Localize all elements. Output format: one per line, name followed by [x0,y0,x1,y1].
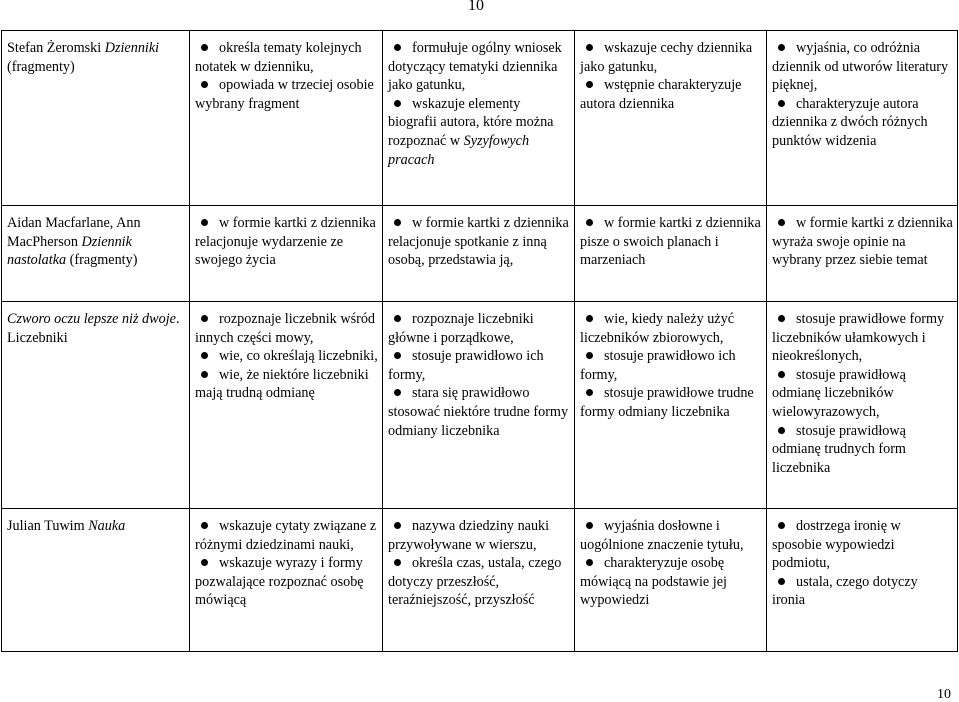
page-number-top: 10 [468,0,484,14]
requirement-cell [190,206,383,302]
requirement-text: stosuje prawidłową odmianę trudnych form liczebnika [772,422,906,476]
requirement-item [772,573,953,610]
requirement-list [388,517,570,610]
requirement-text: nazywa dziedziny nauki przywoływane w wierszu, [388,518,550,553]
requirement-item [580,517,762,554]
requirement-item [772,95,953,151]
requirement-text: Syzyfowych pracach [388,132,530,168]
text-title-cell [2,302,190,509]
requirement-text: charakteryzuje osobę mówiącą na podstawie jej wypowiedzi [580,555,727,609]
requirement-list [388,214,570,270]
requirement-cell [383,302,575,509]
requirement-item [195,554,378,610]
requirement-text: wie, że niektóre liczebniki mają trudną odmianę [195,366,369,402]
requirement-text: stosuje prawidłowe formy liczebników ułamkowych i nieokreślonych, [772,311,945,365]
requirement-list [772,310,953,477]
requirement-text: określa tematy kolejnych notatek w dzienniku, [195,40,362,75]
requirement-item [580,384,762,421]
requirement-text: stosuje prawidłowo ich formy, [388,348,544,383]
requirement-list [388,310,570,440]
requirement-cell [383,509,575,652]
requirement-item [772,422,953,478]
title-segment: Dziennik nastolatka [7,233,132,269]
requirement-item [195,517,378,554]
title-segment: Stefan Żeromski [7,40,105,56]
requirement-text: charakteryzuje autora dziennika z dwóch różnych punktów widzenia [772,95,928,149]
requirement-cell [575,509,767,652]
requirement-text: wskazuje elementy biografii autora, które można rozpoznać w [388,95,554,149]
requirement-item [388,39,570,95]
requirement-list [580,517,762,610]
title-segment: Aidan Macfarlane, Ann MacPherson [7,215,141,250]
table-row [2,509,958,652]
requirement-text: stosuje prawidłowe trudne formy odmiany liczebnika [580,385,754,420]
text-title-cell [2,509,190,652]
requirement-item [195,347,378,366]
table-body [2,31,958,652]
requirement-text: wstępnie charakteryzuje autora dziennika [580,77,742,112]
requirement-cell [383,206,575,302]
requirement-list [772,214,953,270]
requirement-cell [767,206,958,302]
requirement-item [580,310,762,347]
requirement-text: wskazuje cytaty związane z różnymi dziedzinami nauki, [195,518,377,553]
requirement-text: wskazuje wyrazy i formy pozwalające rozpoznać osobę mówiącą [195,555,364,609]
requirement-text: opowiada w trzeciej osobie wybrany fragment [195,77,374,112]
text-title-cell [2,206,190,302]
requirement-item [388,347,570,384]
table-row [2,31,958,206]
title-segment: Julian Tuwim [7,518,89,534]
requirement-text: dostrzega ironię w sposobie wypowiedzi podmiotu, [772,518,901,572]
requirement-item [388,310,570,347]
title-segment: (fragmenty) [66,252,138,269]
requirement-item [195,76,378,113]
requirement-item [772,39,953,95]
requirement-text: wie, kiedy należy użyć liczebników zbiorowych, [580,311,734,346]
requirement-cell [575,302,767,509]
requirement-cell [575,206,767,302]
requirement-item [580,554,762,610]
requirement-text: wyjaśnia, co odróżnia dziennik od utworów literatury pięknej, [772,40,949,94]
requirement-item [772,310,953,366]
requirement-item [388,214,570,270]
title-segment: . Liczebniki [7,311,180,346]
requirement-item [580,76,762,113]
title-segment: Czworo oczu lepsze niż dwoje [7,311,176,327]
requirement-text: stosuje prawidłowo ich formy, [580,348,736,383]
requirement-list [580,39,762,113]
requirement-item [388,384,570,440]
title-segment: Nauka [88,518,126,534]
requirement-item [195,39,378,76]
table-row [2,302,958,509]
requirement-list [195,39,378,113]
requirement-cell [190,302,383,509]
requirement-item [388,554,570,610]
requirement-item [580,214,762,270]
requirement-list [772,517,953,610]
requirement-list [580,214,762,270]
requirement-cell [575,31,767,206]
text-title-cell [2,31,190,206]
requirement-cell [190,31,383,206]
requirement-cell [767,509,958,652]
requirement-cell [190,509,383,652]
requirement-list [388,39,570,169]
requirement-item [195,214,378,270]
requirement-item [772,517,953,573]
requirement-text: określa czas, ustala, czego dotyczy przeszłość, teraźniejszość, przyszłość [388,555,562,609]
requirement-list [580,310,762,422]
requirement-cell [767,31,958,206]
requirement-list [772,39,953,151]
requirement-item [195,310,378,347]
requirement-item [195,366,378,403]
requirement-text: wskazuje cechy dziennika jako gatunku, [580,40,753,75]
requirements-table [1,30,958,652]
requirement-text: formułuje ogólny wniosek dotyczący tematyki dziennika jako gatunku, [388,40,562,94]
requirement-item [388,95,570,169]
requirement-list [195,214,378,270]
requirement-text: w formie kartki z dziennika pisze o swoich planach i marzeniach [580,215,761,269]
requirement-text: stosuje prawidłową odmianę liczebników wielowyrazowych, [772,366,906,420]
requirement-text: wyjaśnia dosłowne i uogólnione znaczenie tytułu, [580,518,744,553]
requirement-item [772,214,953,270]
requirement-item [388,517,570,554]
requirement-text: rozpoznaje liczebniki główne i porządkowe, [388,311,534,346]
requirement-text: stara się prawidłowo stosować niektóre trudne formy odmiany liczebnika [388,385,569,439]
title-segment: Dzienniki [104,40,160,56]
requirement-text: ustala, czego dotyczy ironia [772,573,918,609]
page-number-bottom: 10 [937,687,951,702]
requirement-text: w formie kartki z dziennika relacjonuje wydarzenie ze swojego życia [195,215,376,269]
requirement-cell [767,302,958,509]
requirement-text: wie, co określają liczebniki, [219,348,378,365]
requirement-list [195,310,378,403]
requirement-text: w formie kartki z dziennika wyraża swoje opinie na wybrany przez siebie temat [772,215,953,269]
requirement-item [580,347,762,384]
requirement-text: rozpoznaje liczebnik wśród innych części mowy, [195,311,376,346]
title-segment: (fragmenty) [7,58,75,75]
requirement-cell [383,31,575,206]
requirement-item [580,39,762,76]
requirement-list [195,517,378,610]
requirement-text: w formie kartki z dziennika relacjonuje spotkanie z inną osobą, przedstawia ją, [388,215,569,269]
table-row [2,206,958,302]
requirement-item [772,366,953,422]
